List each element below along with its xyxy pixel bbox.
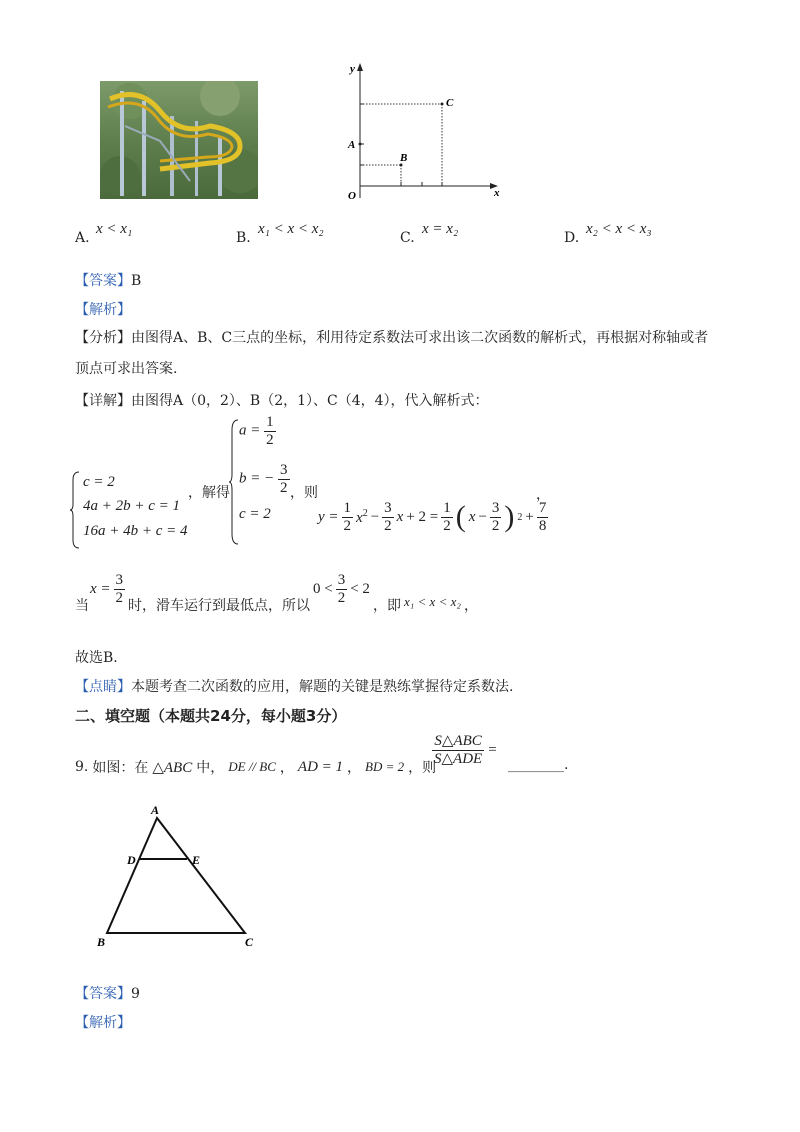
parabola-equation: y = $\frac{1}{2}$ $x^2$ − $\frac{3}{2}$ x + 2 = $\frac{1}{2}$ ( x − $\frac{3}{2}$ ) 2 + $\frac{7}{8}$ [318,500,547,534]
q9-blank: ________. [508,757,569,773]
option-b-expr: x₁ < x < x₂ [258,221,324,237]
q9-answer-tag: 【答案】 [75,986,131,1002]
system2-brace [229,418,239,550]
option-d-expr: x₂ < x < x₃ [586,221,652,237]
graph-point-a-label: A [348,139,356,151]
ineq-right: < 2 [350,580,370,597]
tri-label-a: A [151,803,160,817]
dianjing-text: 本题考查二次函数的应用，解题的关键是熟练掌握待定系数法. [131,679,514,695]
q9-triangle: △ABC [152,759,193,776]
tri-label-c: C [245,935,254,949]
y-eq: y = [318,508,339,525]
triangle-figure [95,800,265,950]
option-a-letter: A. [75,230,90,246]
option-d-letter: D. [564,230,580,246]
q8-fenxi-tag: 【分析】 [75,330,131,346]
option-c-letter: C. [400,230,415,246]
x-frac-num: 3 [115,572,124,588]
sol-b-lhs: b = − [239,470,275,487]
dianjing-line [75,676,513,696]
graph-point-c-label: C [446,97,454,109]
q9-zhong: 中， [196,760,225,776]
graph-point-b-label: B [400,152,408,164]
sol-c: c = 2 [239,506,271,522]
trailing-comma: ， [536,487,550,503]
x-eq: x = [90,580,111,597]
q8-answer-tag: 【答案】 [75,273,131,289]
dang-x-expr [90,572,125,606]
x-frac-den: 2 [115,589,124,606]
q9-answer-line [75,983,140,1003]
sol-a [239,414,276,448]
q9-prefix: 如图：在 [92,760,149,776]
shi-text: 时，滑车运行到最低点，所以 [128,598,310,614]
q9-cond3: BD = 2 [365,759,405,774]
final-comma: ， [464,598,478,614]
q8-xiangjie-text: 由图得A（0，2）、B（2，1）、C（4，4），代入解析式： [131,393,489,409]
q9-line: 9. 如图：在 △ABC 中， DE // BC ， AD = 1 ， BD = 2 ，则 [75,758,437,776]
option-c-expr: x = x₂ [422,221,459,237]
q9-cond2: AD = 1 [297,758,344,775]
ineq-left: 0 < [313,580,333,597]
q9-ratio-num: S△ABC [434,733,482,749]
dang-text: 当 [75,598,89,614]
final-ineq: x₁ < x < x₂ [404,594,461,609]
tri-label-e: E [192,853,201,867]
q9-ze: ，则 [408,760,437,776]
dianjing-tag: 【点睛】 [75,679,131,695]
tri-label-d: D [127,853,136,867]
q8-xiangjie-tag: 【详解】 [75,393,131,409]
q8-analysis-tag: 【解析】 [75,302,131,318]
sol-a-lhs: a = [239,422,261,439]
roller-coaster-photo [100,81,258,199]
coordinate-graph [340,58,510,208]
q9-cond1: DE // BC [228,759,276,774]
q8-xiangjie-line [75,390,489,410]
graph-y-label: y [350,63,355,75]
ze-text: ，则 [290,485,318,501]
q8-answer-line [75,270,141,290]
q8-fenxi-line2: 顶点可求出答案. [75,361,178,377]
q9-ratio: $\frac{\text{S△ABC}}{\text{S△ADE}}$ = [434,733,497,767]
q8-answer: B [131,273,142,289]
system1-eq1: c = 2 [83,474,115,490]
sol-a-num: 1 [266,414,274,430]
q8-fenxi-text1: 由图得A、B、C三点的坐标，利用待定系数法可求出该二次函数的解析式，再根据对称轴或者 [131,330,709,346]
graph-x-label: x [494,187,500,199]
guxuan-text: 故选B. [75,650,118,666]
option-a-expr: x < x₁ [96,221,133,237]
sol-b-den: 2 [280,479,288,496]
tri-label-b: B [97,935,106,949]
sol-a-den: 2 [266,431,274,448]
graph-origin-label: O [348,190,356,202]
system1-eq2: 4a + 2b + c = 1 [83,498,181,514]
q8-fenxi-line1 [75,327,708,347]
q9-ratio-den: S△ADE [434,750,483,767]
jiede-text: ，解得 [188,485,230,501]
section2-title: 二、填空题（本题共24分，每小题3分） [75,707,347,725]
ineq-expr: 0 < $\frac{3}{2}$ < 2 [313,572,370,606]
option-b-letter: B. [236,230,251,246]
system1-eq3: 16a + 4b + c = 4 [83,523,188,539]
ji-text: ，即 [373,598,401,614]
system1-brace [70,470,80,554]
q9-analysis-tag: 【解析】 [75,1015,131,1031]
q9-number: 9. [75,759,89,775]
sol-b [239,462,290,496]
sol-b-num: 3 [280,462,288,478]
q9-answer: 9 [131,986,140,1002]
